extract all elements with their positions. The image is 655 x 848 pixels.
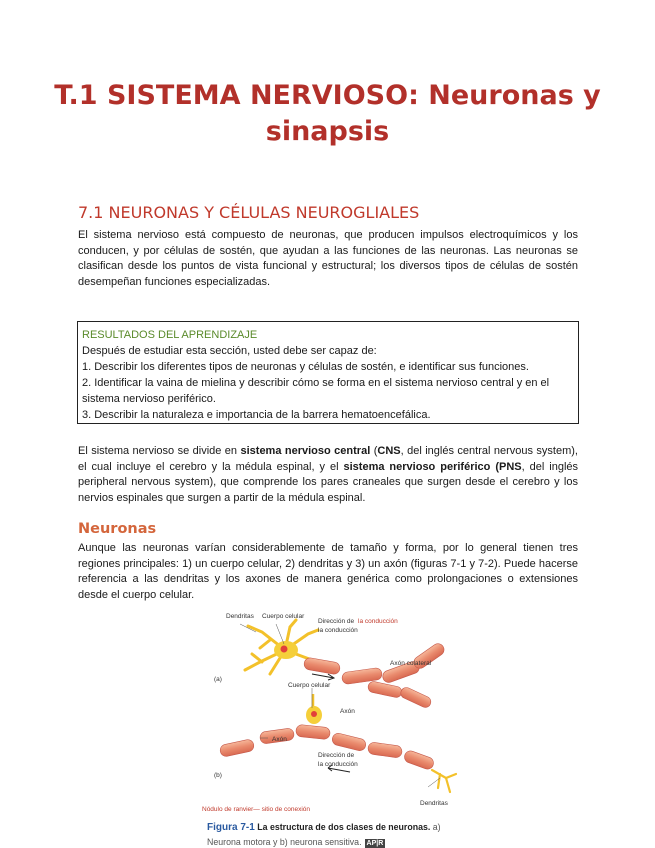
learning-outcome-item: 1. Describir los diferentes tipos de neuronas y células de sostén, e identificar sus funciones. <box>82 361 529 373</box>
label-dendritas-b: Dendritas <box>420 800 448 807</box>
cns-paragraph <box>78 444 578 506</box>
caption-normal-text: a) Neurona motora y b) neurona sensitiva. <box>207 822 441 847</box>
learning-outcomes-box <box>77 321 579 424</box>
label-nodulo: Nódulo de ranvier— sitio de conexión <box>202 806 311 813</box>
learning-outcomes-heading: RESULTADOS DEL APRENDIZAJE <box>82 329 258 341</box>
label-axon-low: Axón <box>272 736 287 743</box>
label-axon-mid: Axón <box>340 708 355 715</box>
text-run: El sistema nervioso se divide en <box>78 445 241 457</box>
subheading-neuronas: Neuronas <box>78 521 157 537</box>
label-conduccion-b: la conducción <box>318 761 358 768</box>
apr-badge: AP|R <box>366 840 384 847</box>
page-title <box>40 78 615 150</box>
figure-caption <box>207 820 467 848</box>
caption-bold-text: La estructura de dos clases de neuronas. <box>257 822 431 832</box>
page-title-line-2: sinapsis <box>265 116 390 147</box>
label-direccion-b: Dirección de <box>318 752 355 759</box>
text-run: , del inglés central nervous system), el cual incluye el cerebro y la médula espinal, y el <box>78 445 578 473</box>
abbr-cns: CNS <box>377 445 401 457</box>
learning-outcome-item: 2. Identificar la vaina de mielina y describir cómo se forma en el sistema nervioso central y en el sistema nervioso periférico. <box>82 377 550 405</box>
intro-paragraph: El sistema nervioso está compuesto de neuronas, que producen impulsos electroquímicos y los conducen, y por células de sostén, que ayudan a las funciones de las neuronas. Las neuronas se clasifican desde los puntos de vista funcional y estructural; los diversos tipos de células de sostén desempeñan funciones especializadas. <box>78 229 578 288</box>
text-run: ( <box>370 445 378 457</box>
label-a: (a) <box>214 676 222 683</box>
label-direccion-a: Dirección de <box>318 618 355 625</box>
caption-figure-number: Figura 7-1 <box>207 822 255 833</box>
page-title-line-1: T.1 SISTEMA NERVIOSO: Neuronas y <box>54 80 601 111</box>
label-conduccion-a: la conducción <box>318 627 358 634</box>
learning-outcome-item: 3. Describir la naturaleza e importancia de la barrera hematoencefálica. <box>82 409 431 421</box>
neuron-illustration <box>200 612 470 812</box>
text-run: , del inglés peripheral nervous system), que comprende los pares craneales que surgen desde el cerebro y los nervios espinales que surgen a partir de la médula espinal. <box>78 460 579 504</box>
label-cuerpo-b: Cuerpo celular <box>288 682 331 689</box>
label-axon-colateral: Axón colateral <box>390 660 432 667</box>
label-direccion-a-red: la conducción <box>358 618 398 625</box>
label-dendritas-a: Dendritas <box>226 613 254 620</box>
learning-outcomes-lead: Después de estudiar esta sección, usted debe ser capaz de: <box>82 345 377 357</box>
section-heading: 7.1 NEURONAS Y CÉLULAS NEUROGLIALES <box>78 203 420 222</box>
label-b: (b) <box>214 772 222 779</box>
neuron-figure <box>200 612 470 812</box>
neuron-paragraph: Aunque las neuronas varían considerablemente de tamaño y forma, por lo general tienen tres regiones principales: 1) un cuerpo celular, 2) dendritas y 3) un axón (figuras 7-1 y 7-2). Puede hacerse referencia a las dendritas y los axones de manera genérica como prolongaciones o extensiones desde el cuerpo celular. <box>78 542 578 601</box>
term-pns: sistema nervioso periférico (PNS <box>343 460 522 473</box>
term-cns: sistema nervioso central <box>240 445 371 457</box>
label-cuerpo-a: Cuerpo celular <box>262 613 305 620</box>
